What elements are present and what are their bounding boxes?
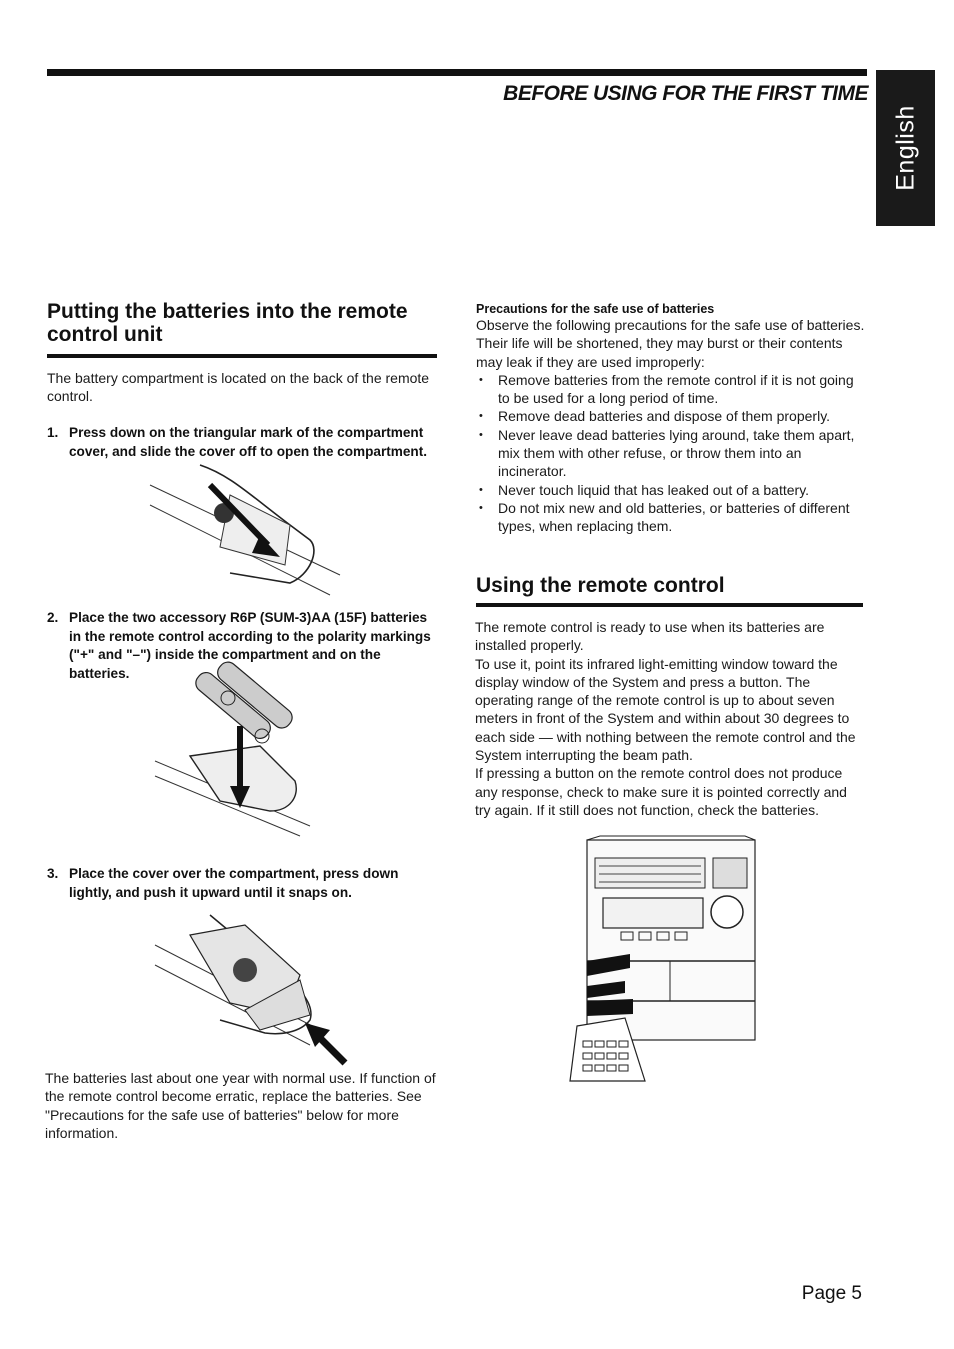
right-heading-block (476, 574, 863, 607)
section-title: BEFORE USING FOR THE FIRST TIME (503, 82, 868, 105)
step-1-text: Press down on the triangular mark of the compartment cover, and slide the cover off to open the compartment. (69, 425, 428, 459)
left-intro: The battery compartment is located on the back of the remote control. (47, 370, 430, 405)
figure-open-cover (140, 465, 320, 605)
precautions-list (476, 371, 868, 536)
step-1 (47, 424, 439, 461)
language-tab (876, 70, 935, 226)
header-rule (47, 69, 867, 76)
right-heading: Using the remote control (476, 574, 725, 597)
precautions-intro: Observe the following precautions for the safe use of batteries. Their life will be shortened, they may burst or their contents may leak if they are used improperly: (476, 317, 865, 370)
remote-usage-text (475, 618, 865, 819)
step-1-number: 1. (47, 425, 59, 440)
precaution-item: • Remove batteries from the remote control if it is not going to be used for a long period of time. (476, 371, 868, 408)
usage-para-1: The remote control is ready to use when its batteries are installed properly. (475, 619, 825, 654)
left-heading-block (47, 300, 437, 358)
step-2-text: Place the two accessory R6P (SUM-3)AA (15F) batteries in the remote control according to the polarity markings ("+" and "–") inside the compartment and on the batteries. (69, 610, 431, 681)
precautions-block (476, 302, 868, 536)
precaution-item: • Never touch liquid that has leaked out of a battery. (476, 481, 868, 499)
precaution-item: • Never leave dead batteries lying around, take them apart, mix them with other refuse, or throw them into an incinerator. (476, 426, 868, 481)
step-3 (47, 865, 437, 902)
figure-close-cover (150, 915, 350, 1065)
step-2-number: 2. (47, 610, 59, 625)
precautions-title: Precautions for the safe use of batteries (476, 302, 715, 316)
left-heading: Putting the batteries into the remote control unit (47, 300, 408, 346)
page-number: Page 5 (801, 1283, 862, 1304)
usage-para-2: To use it, point its infrared light-emitting window toward the display window of the System and press a button. The operating range of the remote control is up to about seven meters in front of the System and within about 30 degrees to each side — with nothing between the remote control and the System interrupting the beam path. (475, 655, 856, 764)
right-heading-rule (476, 603, 863, 607)
step-3-text: Place the cover over the compartment, press down lightly, and push it upward until it snaps on. (69, 866, 399, 900)
precaution-item: • Do not mix new and old batteries, or batteries of different types, when replacing them. (476, 499, 868, 536)
precaution-item: • Remove dead batteries and dispose of them properly. (476, 407, 868, 425)
usage-para-3: If pressing a button on the remote control does not produce any response, check to make sure it is pointed correctly and try again. If it still does not function, check the batteries. (475, 765, 847, 818)
left-heading-rule (47, 354, 437, 358)
step-3-number: 3. (47, 866, 59, 881)
language-tab-label: English (891, 105, 919, 191)
figure-insert-batteries (150, 676, 320, 836)
left-closing: The batteries last about one year with normal use. If function of the remote control become erratic, replace the batteries. See "Precautions for the safe use of batteries" below for more information. (45, 1070, 436, 1141)
figure-system-and-remote (565, 836, 760, 1081)
